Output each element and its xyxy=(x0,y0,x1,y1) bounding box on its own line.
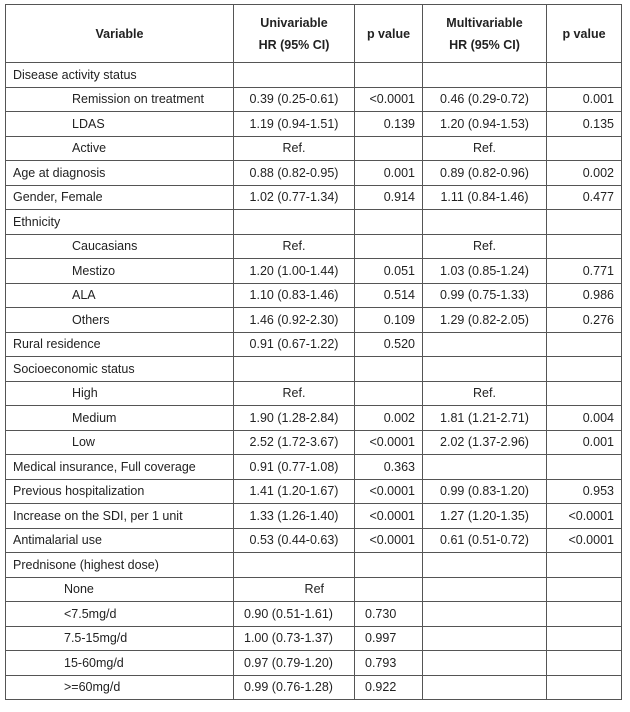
multivariable-hr-cell: 1.20 (0.94-1.53) xyxy=(423,112,547,137)
variable-cell: Antimalarial use xyxy=(6,528,234,553)
multivariable-p-cell xyxy=(547,455,622,480)
table-row xyxy=(6,430,622,455)
multivariable-p-cell xyxy=(547,234,622,259)
variable-cell: Disease activity status xyxy=(6,63,234,88)
multivariable-hr-cell xyxy=(423,210,547,235)
table-row xyxy=(6,161,622,186)
header-p-value-2: p value xyxy=(547,5,622,63)
univariable-p-cell: 0.514 xyxy=(355,283,423,308)
multivariable-p-cell: 0.004 xyxy=(547,406,622,431)
univariable-p-cell xyxy=(355,234,423,259)
multivariable-p-cell xyxy=(547,136,622,161)
multivariable-p-cell: 0.953 xyxy=(547,479,622,504)
variable-cell: Medium xyxy=(6,406,234,431)
multivariable-hr-cell: 1.03 (0.85-1.24) xyxy=(423,259,547,284)
univariable-hr-cell: Ref. xyxy=(234,381,355,406)
univariable-p-cell xyxy=(355,381,423,406)
multivariable-hr-cell: Ref. xyxy=(423,234,547,259)
table-row xyxy=(6,455,622,480)
multivariable-p-cell xyxy=(547,332,622,357)
header-variable: Variable xyxy=(6,5,234,63)
table-row xyxy=(6,381,622,406)
univariable-hr-cell: 1.02 (0.77-1.34) xyxy=(234,185,355,210)
multivariable-p-cell: 0.477 xyxy=(547,185,622,210)
header-multivariable-line2: HR (95% CI) xyxy=(449,37,520,52)
variable-cell: >=60mg/d xyxy=(6,675,234,700)
univariable-p-cell: 0.922 xyxy=(355,675,423,700)
univariable-hr-cell: 1.46 (0.92-2.30) xyxy=(234,308,355,333)
variable-cell: Low xyxy=(6,430,234,455)
univariable-p-cell: 0.109 xyxy=(355,308,423,333)
univariable-p-cell xyxy=(355,357,423,382)
univariable-p-cell: 0.730 xyxy=(355,602,423,627)
multivariable-hr-cell: 0.99 (0.75-1.33) xyxy=(423,283,547,308)
univariable-hr-cell: 0.53 (0.44-0.63) xyxy=(234,528,355,553)
table-row xyxy=(6,259,622,284)
multivariable-p-cell xyxy=(547,651,622,676)
univariable-p-cell xyxy=(355,577,423,602)
univariable-hr-cell xyxy=(234,553,355,578)
multivariable-p-cell: 0.001 xyxy=(547,430,622,455)
univariable-hr-cell: 0.91 (0.67-1.22) xyxy=(234,332,355,357)
univariable-p-cell: 0.002 xyxy=(355,406,423,431)
table-row xyxy=(6,553,622,578)
multivariable-hr-cell: 1.11 (0.84-1.46) xyxy=(423,185,547,210)
univariable-p-cell: 0.997 xyxy=(355,626,423,651)
univariable-hr-cell: 0.90 (0.51-1.61) xyxy=(234,602,355,627)
multivariable-p-cell xyxy=(547,626,622,651)
multivariable-hr-cell: 0.61 (0.51-0.72) xyxy=(423,528,547,553)
multivariable-hr-cell xyxy=(423,675,547,700)
univariable-p-cell: <0.0001 xyxy=(355,528,423,553)
multivariable-p-cell xyxy=(547,602,622,627)
table-row xyxy=(6,63,622,88)
header-multivariable-line1: Multivariable xyxy=(446,15,523,30)
variable-cell: High xyxy=(6,381,234,406)
variable-cell: Increase on the SDI, per 1 unit xyxy=(6,504,234,529)
univariable-hr-cell: 1.20 (1.00-1.44) xyxy=(234,259,355,284)
univariable-hr-cell xyxy=(234,357,355,382)
variable-cell: Medical insurance, Full coverage xyxy=(6,455,234,480)
header-univariable-line2: HR (95% CI) xyxy=(258,37,330,52)
multivariable-p-cell xyxy=(547,553,622,578)
univariable-hr-cell: 1.10 (0.83-1.46) xyxy=(234,283,355,308)
univariable-hr-cell: 0.39 (0.25-0.61) xyxy=(234,87,355,112)
multivariable-hr-cell xyxy=(423,577,547,602)
univariable-p-cell xyxy=(355,210,423,235)
multivariable-hr-cell xyxy=(423,455,547,480)
table-row xyxy=(6,185,622,210)
univariable-p-cell: 0.914 xyxy=(355,185,423,210)
hazard-ratio-table xyxy=(5,4,622,700)
table-row xyxy=(6,210,622,235)
univariable-hr-cell: 0.97 (0.79-1.20) xyxy=(234,651,355,676)
univariable-hr-cell: 2.52 (1.72-3.67) xyxy=(234,430,355,455)
variable-cell: 7.5-15mg/d xyxy=(6,626,234,651)
univariable-p-cell: <0.0001 xyxy=(355,87,423,112)
table-row xyxy=(6,602,622,627)
variable-cell: Rural residence xyxy=(6,332,234,357)
variable-cell: Others xyxy=(6,308,234,333)
multivariable-p-cell xyxy=(547,357,622,382)
table-row xyxy=(6,651,622,676)
multivariable-p-cell: <0.0001 xyxy=(547,528,622,553)
univariable-hr-cell: 1.19 (0.94-1.51) xyxy=(234,112,355,137)
table-row xyxy=(6,675,622,700)
variable-cell: <7.5mg/d xyxy=(6,602,234,627)
univariable-p-cell: 0.001 xyxy=(355,161,423,186)
variable-cell: Mestizo xyxy=(6,259,234,284)
multivariable-hr-cell xyxy=(423,63,547,88)
multivariable-hr-cell: Ref. xyxy=(423,136,547,161)
multivariable-hr-cell xyxy=(423,553,547,578)
table-row xyxy=(6,528,622,553)
univariable-hr-cell: 0.99 (0.76-1.28) xyxy=(234,675,355,700)
multivariable-hr-cell xyxy=(423,651,547,676)
variable-cell: Gender, Female xyxy=(6,185,234,210)
multivariable-p-cell: <0.0001 xyxy=(547,504,622,529)
univariable-p-cell: 0.139 xyxy=(355,112,423,137)
univariable-p-cell xyxy=(355,553,423,578)
table-row xyxy=(6,332,622,357)
univariable-p-cell: 0.520 xyxy=(355,332,423,357)
header-univariable xyxy=(234,5,355,63)
univariable-p-cell: <0.0001 xyxy=(355,504,423,529)
variable-cell: ALA xyxy=(6,283,234,308)
table-row xyxy=(6,406,622,431)
multivariable-hr-cell: 1.81 (1.21-2.71) xyxy=(423,406,547,431)
variable-cell: LDAS xyxy=(6,112,234,137)
variable-cell: Caucasians xyxy=(6,234,234,259)
univariable-hr-cell: 1.90 (1.28-2.84) xyxy=(234,406,355,431)
table-row xyxy=(6,136,622,161)
header-multivariable xyxy=(423,5,547,63)
variable-cell: 15-60mg/d xyxy=(6,651,234,676)
variable-cell: Remission on treatment xyxy=(6,87,234,112)
multivariable-hr-cell: 1.27 (1.20-1.35) xyxy=(423,504,547,529)
multivariable-p-cell: 0.276 xyxy=(547,308,622,333)
table-row xyxy=(6,308,622,333)
univariable-p-cell: 0.363 xyxy=(355,455,423,480)
table-row xyxy=(6,112,622,137)
univariable-hr-cell: 1.41 (1.20-1.67) xyxy=(234,479,355,504)
multivariable-hr-cell xyxy=(423,626,547,651)
header-row xyxy=(6,5,622,63)
multivariable-hr-cell: 0.99 (0.83-1.20) xyxy=(423,479,547,504)
univariable-hr-cell: 0.91 (0.77-1.08) xyxy=(234,455,355,480)
univariable-p-cell: <0.0001 xyxy=(355,430,423,455)
table-row xyxy=(6,234,622,259)
multivariable-p-cell: 0.986 xyxy=(547,283,622,308)
table-row xyxy=(6,504,622,529)
univariable-p-cell: 0.051 xyxy=(355,259,423,284)
multivariable-hr-cell xyxy=(423,332,547,357)
univariable-hr-cell: Ref. xyxy=(234,136,355,161)
header-p-value-1: p value xyxy=(355,5,423,63)
multivariable-p-cell xyxy=(547,381,622,406)
variable-cell: Ethnicity xyxy=(6,210,234,235)
variable-cell: Previous hospitalization xyxy=(6,479,234,504)
variable-cell: Age at diagnosis xyxy=(6,161,234,186)
multivariable-hr-cell: Ref. xyxy=(423,381,547,406)
multivariable-hr-cell: 0.89 (0.82-0.96) xyxy=(423,161,547,186)
multivariable-p-cell xyxy=(547,675,622,700)
univariable-hr-cell: 0.88 (0.82-0.95) xyxy=(234,161,355,186)
variable-cell: None xyxy=(6,577,234,602)
table-row xyxy=(6,357,622,382)
multivariable-hr-cell xyxy=(423,602,547,627)
multivariable-hr-cell xyxy=(423,357,547,382)
variable-cell: Socioeconomic status xyxy=(6,357,234,382)
table-row xyxy=(6,626,622,651)
univariable-p-cell: 0.793 xyxy=(355,651,423,676)
multivariable-hr-cell: 1.29 (0.82-2.05) xyxy=(423,308,547,333)
multivariable-hr-cell: 0.46 (0.29-0.72) xyxy=(423,87,547,112)
table-row xyxy=(6,283,622,308)
univariable-p-cell xyxy=(355,136,423,161)
multivariable-p-cell: 0.135 xyxy=(547,112,622,137)
univariable-p-cell: <0.0001 xyxy=(355,479,423,504)
univariable-hr-cell xyxy=(234,210,355,235)
multivariable-p-cell xyxy=(547,577,622,602)
table-row xyxy=(6,479,622,504)
univariable-p-cell xyxy=(355,63,423,88)
multivariable-p-cell xyxy=(547,63,622,88)
multivariable-hr-cell: 2.02 (1.37-2.96) xyxy=(423,430,547,455)
univariable-hr-cell xyxy=(234,63,355,88)
univariable-hr-cell: Ref xyxy=(234,577,355,602)
multivariable-p-cell: 0.771 xyxy=(547,259,622,284)
univariable-hr-cell: 1.00 (0.73-1.37) xyxy=(234,626,355,651)
multivariable-p-cell xyxy=(547,210,622,235)
multivariable-p-cell: 0.002 xyxy=(547,161,622,186)
variable-cell: Prednisone (highest dose) xyxy=(6,553,234,578)
table-row xyxy=(6,87,622,112)
header-univariable-line1: Univariable xyxy=(260,15,328,30)
table-row xyxy=(6,577,622,602)
univariable-hr-cell: Ref. xyxy=(234,234,355,259)
univariable-hr-cell: 1.33 (1.26-1.40) xyxy=(234,504,355,529)
multivariable-p-cell: 0.001 xyxy=(547,87,622,112)
variable-cell: Active xyxy=(6,136,234,161)
